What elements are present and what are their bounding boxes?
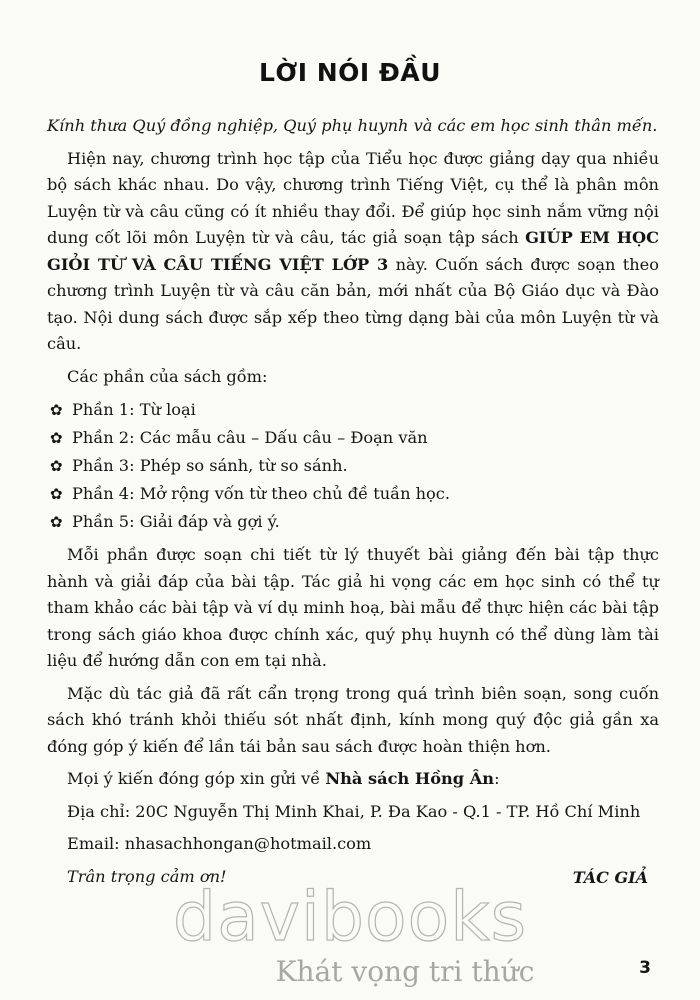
apology-paragraph: Mặc dù tác giả đã rất cẩn trọng trong quá trình biên soạn, song cuốn sách khó tránh khỏi thiếu sót nhất định, kính mong quý độc giả gần xa đóng góp ý kiến để lần tái bản sau sách được hoàn thiện hơn.	[47, 683, 659, 756]
author-signature: TÁC GIẢ	[572, 868, 648, 887]
flower-bullet-icon: ✿	[50, 513, 63, 531]
preface-body	[47, 113, 659, 896]
parts-list	[47, 396, 659, 536]
publisher-name: Nhà sách Hồng Ân	[325, 769, 495, 788]
closing-line: Trân trọng cảm ơn!	[67, 866, 227, 886]
address-line: Địa chỉ: 20C Nguyễn Thị Minh Khai, P. Đa Kao - Q.1 - TP. Hồ Chí Minh	[67, 801, 641, 821]
contact-line: Mọi ý kiến đóng góp xin gửi về Nhà sách Hồng Ân:	[67, 769, 500, 788]
list-item: ✿ Phần 4: Mở rộng vốn từ theo chủ đề tuần học.	[50, 480, 659, 508]
flower-bullet-icon: ✿	[50, 485, 63, 503]
list-item: ✿ Phần 3: Phép so sánh, từ so sánh.	[50, 452, 659, 480]
watermark-brand: davibooks	[172, 878, 528, 957]
email-line: Email: nhasachhongan@hotmail.com	[67, 834, 372, 853]
book-title: GIÚP EM HỌC GIỎI TỪ VÀ CÂU TIẾNG VIỆT LỚP 3	[47, 228, 659, 274]
page-number: 3	[639, 958, 651, 978]
intro-text-2: này. Cuốn sách được soạn theo chương trình Luyện từ và câu căn bản, mới nhất của Bộ Giáo dục và Đào tạo. Nội dung sách được sắp xếp theo từng dạng bài của môn Luyện từ và câu.	[47, 254, 659, 353]
watermark-tagline: Khát vọng tri thức	[275, 955, 535, 988]
page-title: LỜI NÓI ĐẦU	[258, 58, 442, 87]
parts-heading: Các phần của sách gồm:	[67, 366, 268, 386]
detail-paragraph: Mỗi phần được soạn chi tiết từ lý thuyết bài giảng đến bài tập thực hành và giải đáp của bài tập. Tác giả hi vọng các em học sinh có thể tự tham khảo các bài tập và ví dụ minh hoạ, bài mẫu để thực hiện các bài tập trong sách giáo khoa được chính xác, quý phụ huynh có thể dùng làm tài liệu để hướng dẫn con em tại nhà.	[47, 545, 659, 670]
salutation: Kính thưa Quý đồng nghiệp, Quý phụ huynh và các em học sinh thân mến.	[47, 116, 658, 135]
flower-bullet-icon: ✿	[50, 457, 63, 475]
flower-bullet-icon: ✿	[50, 401, 63, 419]
list-item: ✿ Phần 2: Các mẫu câu – Dấu câu – Đoạn văn	[50, 424, 659, 452]
intro-text-1: Hiện nay, chương trình học tập của Tiểu học được giảng dạy qua nhiều bộ sách khác nhau. Do vậy, chương trình Tiếng Việt, cụ thể là phân môn Luyện từ và câu cũng có ít nhiều thay đổi. Để giúp học sinh nắm vững nội dung cốt lõi môn Luyện từ và câu, tác giả soạn tập sách	[47, 148, 659, 247]
flower-bullet-icon: ✿	[50, 429, 63, 447]
list-item: ✿ Phần 5: Giải đáp và gợi ý.	[50, 508, 659, 536]
intro-paragraph	[47, 146, 659, 358]
list-item: ✿ Phần 1: Từ loại	[50, 396, 659, 424]
